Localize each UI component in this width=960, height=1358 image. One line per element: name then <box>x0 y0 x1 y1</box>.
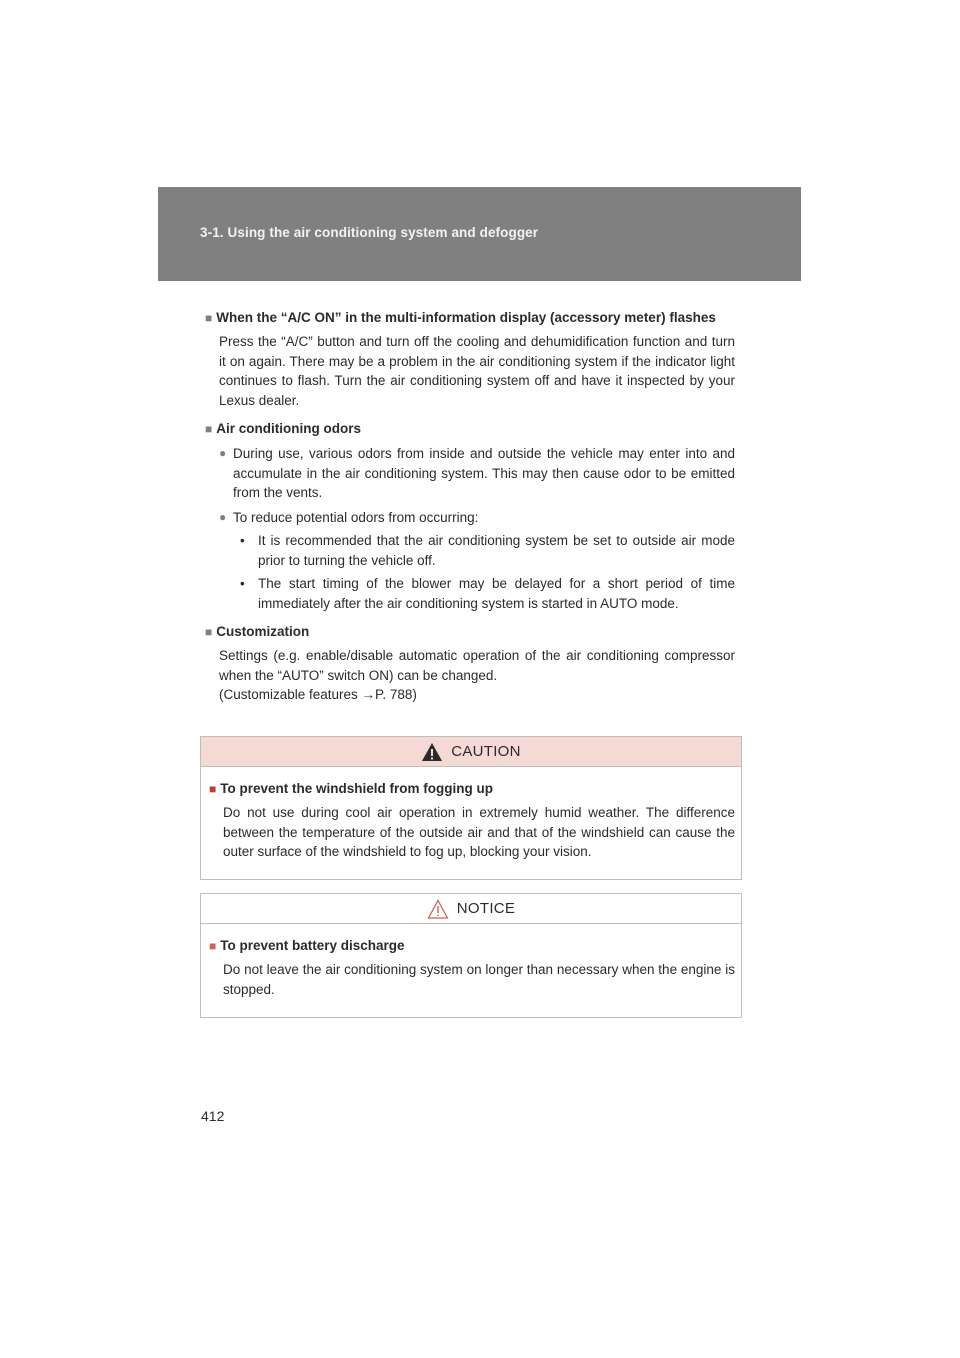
square-bullet-icon: ■ <box>205 311 213 325</box>
square-bullet-icon: ■ <box>205 422 213 436</box>
sub-list-item: • It is recommended that the air conditioning system be set to outside air mode prior to turning the vehicle off. <box>240 531 735 570</box>
section-ac-on-flashes <box>205 308 735 410</box>
square-bullet-icon: ■ <box>209 939 217 953</box>
caution-body <box>201 767 741 874</box>
list-item: ● To reduce potential odors from occurring: <box>219 508 735 528</box>
notice-text: Do not leave the air conditioning system on longer than necessary when the engine is stopped. <box>223 962 735 997</box>
section-heading: ■ Air conditioning odors <box>205 421 361 436</box>
page-number: 412 <box>201 1108 225 1124</box>
dot-marker-icon: • <box>240 576 245 591</box>
section-ac-odors <box>205 419 735 613</box>
notice-body <box>201 924 741 1011</box>
list-item: ● During use, various odors from inside and outside the vehicle may enter into and accumulate in the air conditioning system. This may then cause odor to be emitted from the vents. <box>219 444 735 503</box>
square-bullet-icon: ■ <box>209 782 217 796</box>
section-text: Press the “A/C” button and turn off the cooling and dehumidification function and turn it on again. There may be a problem in the air conditioning system if the indicator light continues to flash. Turn the air conditioning system off and have it inspected by your Lexus dealer. <box>219 334 735 408</box>
caution-heading: ■ To prevent the windshield from fogging up <box>209 781 493 796</box>
square-bullet-icon: ■ <box>205 625 213 639</box>
section-text: Settings (e.g. enable/disable automatic operation of the air conditioning compressor when the “AUTO” switch ON) can be changed. <box>219 648 735 683</box>
notice-header <box>201 894 741 924</box>
warning-triangle-outline-icon <box>427 899 449 919</box>
chapter-header-band <box>158 187 801 281</box>
dot-marker-icon: • <box>240 533 245 548</box>
chapter-section-title: 3-1. Using the air conditioning system and defogger <box>200 225 539 240</box>
caution-box <box>200 736 742 880</box>
section-heading: ■ Customization <box>205 624 310 639</box>
section-heading: ■ When the “A/C ON” in the multi-information display (accessory meter) flashes <box>205 310 716 325</box>
circle-bullet-icon: ● <box>219 509 227 524</box>
main-content <box>205 308 735 714</box>
caution-title: CAUTION <box>451 743 521 760</box>
notice-box <box>200 893 742 1018</box>
caution-text: Do not use during cool air operation in extremely humid weather. The difference between the temperature of the outside air and that of the windshield can cause the outer surface of the windshield to fog up, blocking your vision. <box>223 805 735 859</box>
cross-reference: (Customizable features →P. 788) <box>219 687 417 702</box>
caution-header <box>201 737 741 767</box>
section-customization <box>205 622 735 705</box>
notice-heading: ■ To prevent battery discharge <box>209 938 405 953</box>
warning-triangle-icon <box>421 742 443 762</box>
notice-title: NOTICE <box>456 900 516 917</box>
sub-list-item: • The start timing of the blower may be delayed for a short period of time immediately after the air conditioning system is started in AUTO mode. <box>240 574 735 613</box>
circle-bullet-icon: ● <box>219 446 227 460</box>
